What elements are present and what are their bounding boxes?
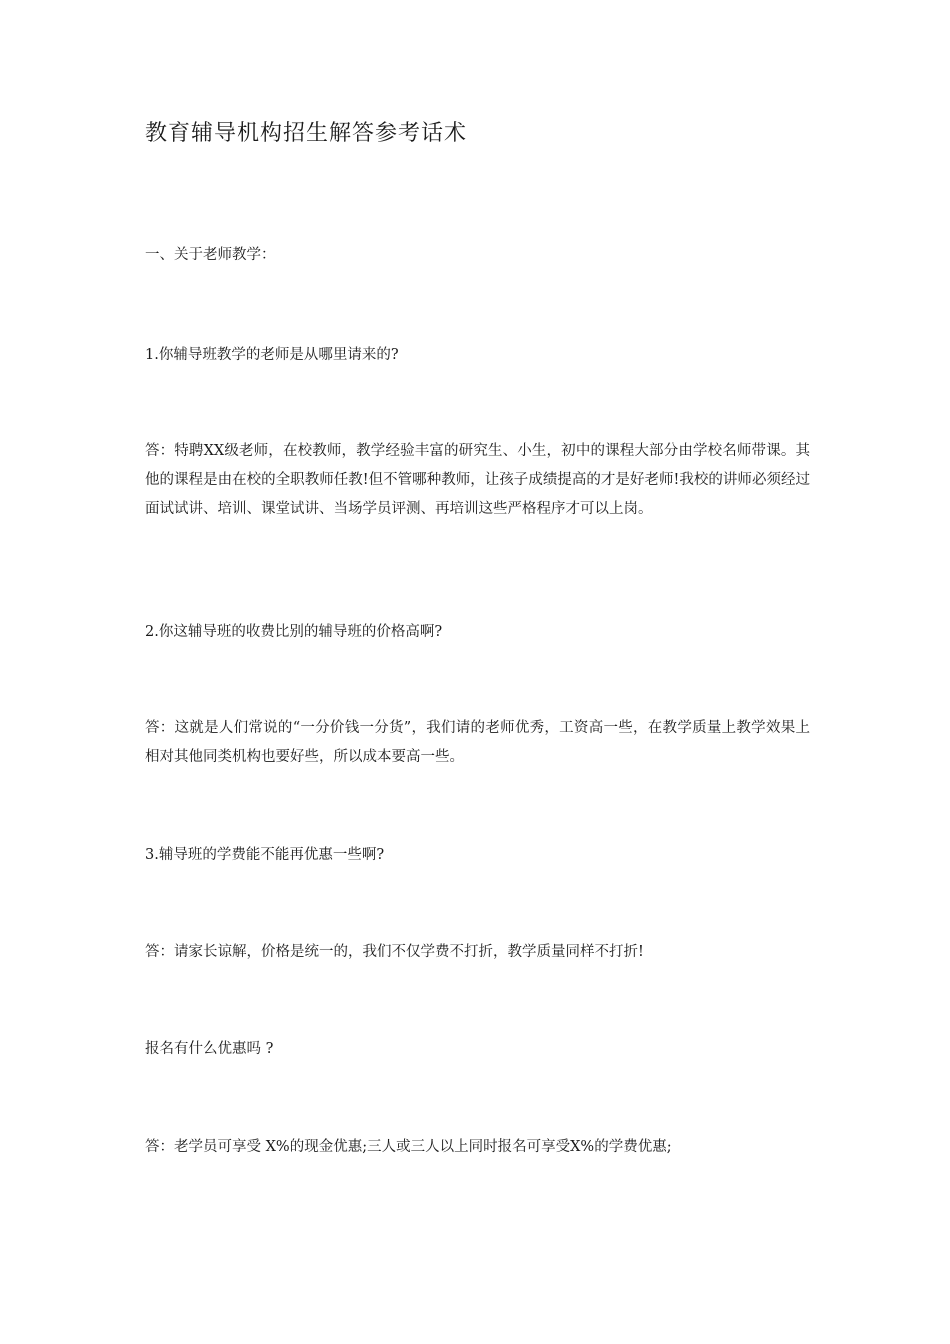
answer-2: 答：这就是人们常说的“一分价钱一分货”，我们请的老师优秀，工资高一些，在教学质量上教学效果上相对其他同类机构也要好些，所以成本要高一些。 bbox=[145, 720, 810, 765]
answer-1: 答：特聘XX级老师，在校教师，教学经验丰富的研究生、小生，初中的课程大部分由学校名师带课。其他的课程是由在校的全职教师任教!但不管哪种教师，让孩子成绩提高的才是好老师!我校的讲师必须经过面试试讲、培训、课堂试讲、当场学员评测、再培训这些严格程序才可以上岗。 bbox=[145, 443, 810, 517]
question-4: 报名有什么优惠吗 ? bbox=[145, 1041, 274, 1057]
question-3: 3.辅导班的学费能不能再优惠一些啊? bbox=[145, 847, 385, 863]
question-2: 2.你这辅导班的收费比别的辅导班的价格高啊? bbox=[145, 624, 443, 640]
question-1: 1.你辅导班教学的老师是从哪里请来的? bbox=[145, 347, 399, 363]
answer-3: 答：请家长谅解，价格是统一的，我们不仅学费不打折，教学质量同样不打折! bbox=[145, 944, 644, 960]
section-heading: 一、关于老师教学： bbox=[145, 247, 276, 263]
answer-4: 答：老学员可享受 X%的现金优惠;三人或三人以上同时报名可享受X%的学费优惠; bbox=[145, 1139, 672, 1155]
document-title: 教育辅导机构招生解答参考话术 bbox=[145, 121, 468, 146]
